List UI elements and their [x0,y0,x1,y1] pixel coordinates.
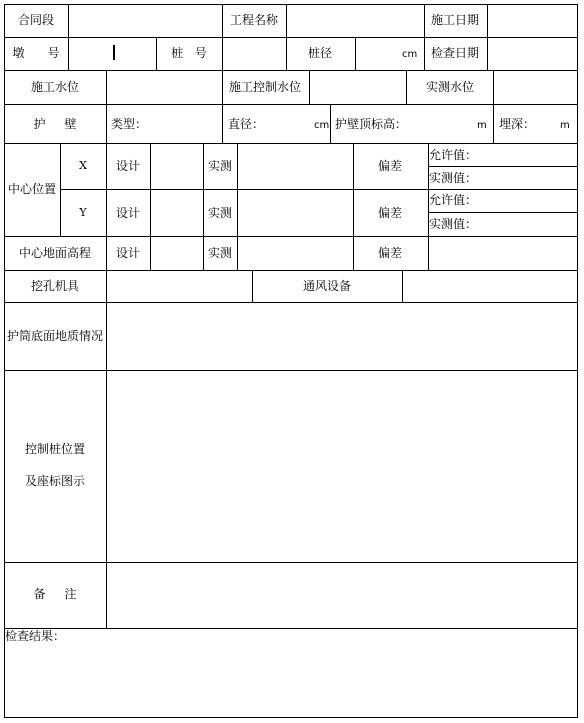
col-divider [106,236,107,270]
y-measured-value-label: 实测值： [429,217,478,231]
axis-y-label: Y [79,206,87,219]
col-divider [106,104,107,143]
center-ground-elevation-label: 中心地面高程 [18,246,92,260]
table-border-left [4,4,5,718]
col-divider [428,236,429,270]
col-divider [424,37,425,70]
col-divider [330,104,331,143]
construction-water-level-label: 施工水位 [30,80,80,94]
burial-depth-unit: m [560,120,570,131]
project-name-field[interactable] [287,5,424,37]
inspection-result-label: 检查结果： [5,629,66,643]
row-divider [60,189,578,190]
col-divider [203,143,204,236]
col-divider [286,37,287,70]
row-divider [4,143,578,144]
row-divider [4,628,578,629]
diagram-area[interactable] [107,371,577,562]
col-divider [150,143,151,236]
contract-section-field[interactable] [69,5,222,37]
elevation-design-label: 设计 [115,246,141,260]
col-divider [309,70,310,104]
ventilation-equipment-label: 通风设备 [302,279,352,293]
col-divider [237,143,238,236]
casing-label: 护 壁 [33,117,77,131]
col-divider [106,70,107,104]
pile-diameter-unit: cm [402,49,418,60]
construction-date-label: 施工日期 [430,13,480,27]
excavation-machine-label: 挖孔机具 [30,279,80,293]
sub-row-divider [428,166,578,167]
col-divider [222,70,223,104]
col-divider [424,4,425,37]
col-divider [353,236,354,270]
text-cursor [113,45,115,60]
row-divider [4,236,578,237]
elevation-deviation-label: 偏差 [377,246,403,260]
casing-top-elevation-label: 护壁顶标高： [335,117,408,131]
pier-no-label: 墩 号 [12,46,60,60]
row-divider [4,270,578,271]
contract-section-label: 合同段 [17,13,55,27]
remarks-field[interactable] [107,563,577,628]
col-divider [60,143,61,236]
col-divider [406,70,407,104]
col-divider [106,143,107,236]
row-divider [4,104,578,105]
col-divider [355,37,356,70]
y-deviation-label: 偏差 [377,206,403,220]
x-allowed-value-label: 允许值： [429,148,478,162]
row-divider [4,70,578,71]
col-divider [493,104,494,143]
x-measured-label: 实测 [207,159,233,173]
remarks-label: 备 注 [33,587,77,601]
col-divider [493,70,494,104]
axis-x-label: X [79,159,87,172]
col-divider [222,104,223,143]
casing-diameter-unit: cm [314,120,330,131]
col-divider [252,270,253,302]
table-border-bottom [4,717,578,718]
control-water-level-label: 施工控制水位 [228,80,302,94]
inspection-result-field[interactable] [5,645,577,717]
y-design-label: 设计 [115,206,141,220]
coordinate-diagram-label: 及座标图示 [24,474,86,488]
measured-water-level-label: 实测水位 [425,80,475,94]
burial-depth-label: 埋深： [499,117,536,131]
row-divider [4,302,578,303]
pile-no-label: 桩 号 [171,46,207,60]
sub-row-divider [428,212,578,213]
y-measured-label: 实测 [207,206,233,220]
col-divider [203,236,204,270]
center-position-label: 中心位置 [7,182,57,196]
pile-diameter-label: 桩径 [307,46,333,60]
y-allowed-value-label: 允许值： [429,193,478,207]
table-border-right [577,4,578,718]
casing-top-unit: m [477,120,487,131]
x-measured-value-label: 实测值： [429,171,478,185]
elevation-measured-label: 实测 [207,246,233,260]
control-pile-position-label: 控制桩位置 [24,442,86,456]
casing-type-label: 类型： [111,117,148,131]
x-design-label: 设计 [115,159,141,173]
col-divider [222,4,223,37]
col-divider [156,37,157,70]
construction-date-field[interactable] [488,5,577,37]
col-divider [106,270,107,302]
project-name-label: 工程名称 [229,13,279,27]
inspection-date-field[interactable] [488,38,577,70]
casing-diameter-label: 直径： [228,117,265,131]
x-deviation-label: 偏差 [377,159,403,173]
col-divider [402,270,403,302]
inspection-date-label: 检查日期 [430,46,480,60]
col-divider [353,143,354,236]
col-divider [150,236,151,270]
casing-bottom-geology-label: 护筒底面地质情况 [6,329,104,343]
col-divider [237,236,238,270]
pile-no-field[interactable] [223,38,286,70]
